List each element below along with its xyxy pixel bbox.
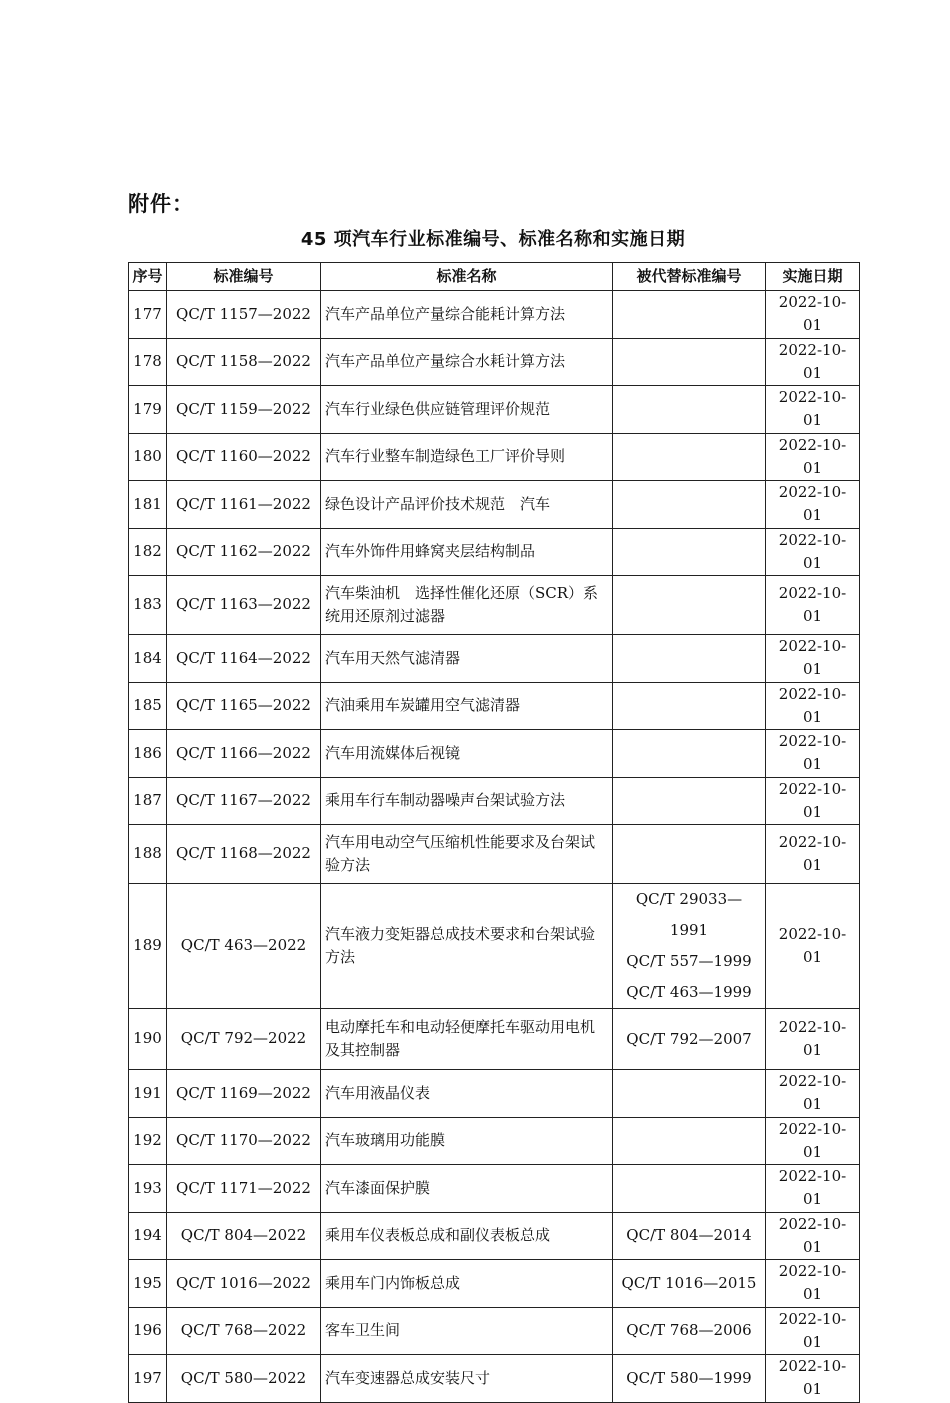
cell-serial-number: 180 — [129, 433, 167, 481]
cell-serial-number: 183 — [129, 576, 167, 635]
cell-implementation-date: 2022-10-01 — [766, 1260, 860, 1308]
cell-standard-name: 汽车液力变矩器总成技术要求和台架试验方法 — [321, 884, 613, 1009]
table-header-row — [129, 263, 860, 291]
cell-implementation-date: 2022-10-01 — [766, 1212, 860, 1260]
cell-standard-name: 汽车变速器总成安装尺寸 — [321, 1355, 613, 1403]
table-row — [129, 338, 860, 386]
cell-standard-code: QC/T 1016—2022 — [167, 1260, 321, 1308]
cell-standard-name: 汽车外饰件用蜂窝夹层结构制品 — [321, 528, 613, 576]
cell-standard-code: QC/T 1162—2022 — [167, 528, 321, 576]
table-row — [129, 1355, 860, 1403]
cell-replaced-standard — [613, 481, 766, 529]
cell-standard-name: 汽车行业绿色供应链管理评价规范 — [321, 386, 613, 434]
cell-serial-number: 192 — [129, 1117, 167, 1165]
cell-replaced-standard — [613, 1117, 766, 1165]
table-row — [129, 291, 860, 339]
cell-serial-number: 182 — [129, 528, 167, 576]
cell-serial-number: 191 — [129, 1070, 167, 1118]
cell-implementation-date: 2022-10-01 — [766, 433, 860, 481]
table-row — [129, 1009, 860, 1070]
cell-replaced-standard — [613, 1260, 766, 1308]
document-title: 45 项汽车行业标准编号、标准名称和实施日期 — [300, 229, 686, 250]
cell-standard-code: QC/T 1163—2022 — [167, 576, 321, 635]
cell-standard-code: QC/T 1160—2022 — [167, 433, 321, 481]
standards-table — [128, 262, 860, 1403]
cell-standard-name: 汽车产品单位产量综合能耗计算方法 — [321, 291, 613, 339]
cell-replaced-standard — [613, 1070, 766, 1118]
cell-serial-number: 189 — [129, 884, 167, 1009]
cell-replaced-standard — [613, 528, 766, 576]
table-row — [129, 825, 860, 884]
cell-standard-code: QC/T 1164—2022 — [167, 635, 321, 683]
cell-implementation-date: 2022-10-01 — [766, 730, 860, 778]
cell-standard-code: QC/T 1171—2022 — [167, 1165, 321, 1213]
replaced-standard-code: QC/T 1016—2015 — [621, 1273, 757, 1292]
cell-standard-name: 汽车柴油机 选择性催化还原（SCR）系统用还原剂过滤器 — [321, 576, 613, 635]
cell-serial-number: 187 — [129, 777, 167, 825]
table-row — [129, 1117, 860, 1165]
header-standard-code: 标准编号 — [167, 263, 321, 291]
replaced-standard-code: QC/T 557—1999 — [626, 952, 752, 970]
cell-replaced-standard — [613, 777, 766, 825]
cell-implementation-date: 2022-10-01 — [766, 1070, 860, 1118]
table-row — [129, 433, 860, 481]
cell-standard-name: 乘用车仪表板总成和副仪表板总成 — [321, 1212, 613, 1260]
cell-standard-code: QC/T 1158—2022 — [167, 338, 321, 386]
cell-serial-number: 194 — [129, 1212, 167, 1260]
cell-replaced-standard — [613, 730, 766, 778]
cell-implementation-date: 2022-10-01 — [766, 1009, 860, 1070]
cell-standard-code: QC/T 463—2022 — [167, 884, 321, 1009]
cell-standard-name: 汽油乘用车炭罐用空气滤清器 — [321, 682, 613, 730]
cell-standard-code: QC/T 804—2022 — [167, 1212, 321, 1260]
table-row — [129, 1165, 860, 1213]
cell-serial-number: 179 — [129, 386, 167, 434]
cell-implementation-date: 2022-10-01 — [766, 884, 860, 1009]
cell-serial-number: 197 — [129, 1355, 167, 1403]
cell-implementation-date: 2022-10-01 — [766, 338, 860, 386]
cell-standard-name: 电动摩托车和电动轻便摩托车驱动用电机及其控制器 — [321, 1009, 613, 1070]
cell-replaced-standard — [613, 338, 766, 386]
header-standard-name: 标准名称 — [321, 263, 613, 291]
cell-implementation-date: 2022-10-01 — [766, 291, 860, 339]
cell-serial-number: 195 — [129, 1260, 167, 1308]
cell-serial-number: 190 — [129, 1009, 167, 1070]
cell-standard-code: QC/T 580—2022 — [167, 1355, 321, 1403]
cell-replaced-standard — [613, 635, 766, 683]
cell-replaced-standard — [613, 1307, 766, 1355]
cell-replaced-standard — [613, 291, 766, 339]
cell-implementation-date: 2022-10-01 — [766, 481, 860, 529]
cell-standard-code: QC/T 1165—2022 — [167, 682, 321, 730]
cell-standard-code: QC/T 1157—2022 — [167, 291, 321, 339]
cell-implementation-date: 2022-10-01 — [766, 777, 860, 825]
table-row — [129, 682, 860, 730]
cell-standard-name: 汽车用电动空气压缩机性能要求及台架试验方法 — [321, 825, 613, 884]
replaced-standard-code: QC/T 463—1999 — [626, 983, 752, 1001]
table-row — [129, 1070, 860, 1118]
cell-standard-name: 绿色设计产品评价技术规范 汽车 — [321, 481, 613, 529]
cell-serial-number: 184 — [129, 635, 167, 683]
cell-standard-name: 汽车用天然气滤清器 — [321, 635, 613, 683]
replaced-standard-code: QC/T 804—2014 — [626, 1226, 752, 1245]
cell-standard-name: 客车卫生间 — [321, 1307, 613, 1355]
cell-standard-name: 乘用车行车制动器噪声台架试验方法 — [321, 777, 613, 825]
cell-standard-name: 汽车玻璃用功能膜 — [321, 1117, 613, 1165]
cell-implementation-date: 2022-10-01 — [766, 1307, 860, 1355]
cell-standard-name: 汽车漆面保护膜 — [321, 1165, 613, 1213]
cell-standard-code: QC/T 1169—2022 — [167, 1070, 321, 1118]
table-body — [129, 291, 860, 1403]
cell-standard-code: QC/T 1161—2022 — [167, 481, 321, 529]
table-row — [129, 730, 860, 778]
cell-standard-code: QC/T 792—2022 — [167, 1009, 321, 1070]
table-row — [129, 528, 860, 576]
cell-standard-code: QC/T 768—2022 — [167, 1307, 321, 1355]
table-row — [129, 386, 860, 434]
cell-standard-name: 汽车用液晶仪表 — [321, 1070, 613, 1118]
cell-replaced-standard — [613, 386, 766, 434]
cell-replaced-standard — [613, 433, 766, 481]
cell-standard-name: 汽车产品单位产量综合水耗计算方法 — [321, 338, 613, 386]
cell-replaced-standard — [613, 1165, 766, 1213]
cell-serial-number: 188 — [129, 825, 167, 884]
table-row — [129, 1260, 860, 1308]
header-serial-number: 序号 — [129, 263, 167, 291]
table-row — [129, 1212, 860, 1260]
table-row — [129, 1307, 860, 1355]
cell-implementation-date: 2022-10-01 — [766, 682, 860, 730]
cell-standard-name: 乘用车门内饰板总成 — [321, 1260, 613, 1308]
table-row — [129, 481, 860, 529]
replaced-standard-code: QC/T 29033—1991 — [635, 890, 743, 939]
cell-serial-number: 186 — [129, 730, 167, 778]
cell-replaced-standard — [613, 1009, 766, 1070]
cell-standard-code: QC/T 1168—2022 — [167, 825, 321, 884]
replaced-standard-code: QC/T 580—1999 — [626, 1368, 752, 1387]
cell-replaced-standard — [613, 884, 766, 1009]
table-row — [129, 884, 860, 1009]
cell-serial-number: 178 — [129, 338, 167, 386]
cell-standard-code: QC/T 1167—2022 — [167, 777, 321, 825]
cell-implementation-date: 2022-10-01 — [766, 1117, 860, 1165]
cell-standard-code: QC/T 1159—2022 — [167, 386, 321, 434]
cell-implementation-date: 2022-10-01 — [766, 825, 860, 884]
cell-serial-number: 177 — [129, 291, 167, 339]
cell-implementation-date: 2022-10-01 — [766, 1355, 860, 1403]
cell-standard-name: 汽车行业整车制造绿色工厂评价导则 — [321, 433, 613, 481]
cell-standard-name: 汽车用流媒体后视镜 — [321, 730, 613, 778]
table-row — [129, 576, 860, 635]
attachment-label: 附件： — [128, 192, 194, 216]
cell-replaced-standard — [613, 825, 766, 884]
cell-implementation-date: 2022-10-01 — [766, 1165, 860, 1213]
cell-serial-number: 196 — [129, 1307, 167, 1355]
cell-implementation-date: 2022-10-01 — [766, 576, 860, 635]
cell-implementation-date: 2022-10-01 — [766, 386, 860, 434]
cell-replaced-standard — [613, 682, 766, 730]
cell-standard-code: QC/T 1166—2022 — [167, 730, 321, 778]
replaced-standard-code: QC/T 792—2007 — [626, 1029, 752, 1048]
cell-implementation-date: 2022-10-01 — [766, 635, 860, 683]
cell-replaced-standard — [613, 1355, 766, 1403]
table-row — [129, 777, 860, 825]
cell-implementation-date: 2022-10-01 — [766, 528, 860, 576]
table-row — [129, 635, 860, 683]
cell-standard-code: QC/T 1170—2022 — [167, 1117, 321, 1165]
cell-serial-number: 185 — [129, 682, 167, 730]
header-replaced-standard: 被代替标准编号 — [613, 263, 766, 291]
replaced-standard-code: QC/T 768—2006 — [626, 1321, 752, 1340]
cell-serial-number: 181 — [129, 481, 167, 529]
cell-replaced-standard — [613, 576, 766, 635]
cell-serial-number: 193 — [129, 1165, 167, 1213]
cell-replaced-standard — [613, 1212, 766, 1260]
header-implementation-date: 实施日期 — [766, 263, 860, 291]
